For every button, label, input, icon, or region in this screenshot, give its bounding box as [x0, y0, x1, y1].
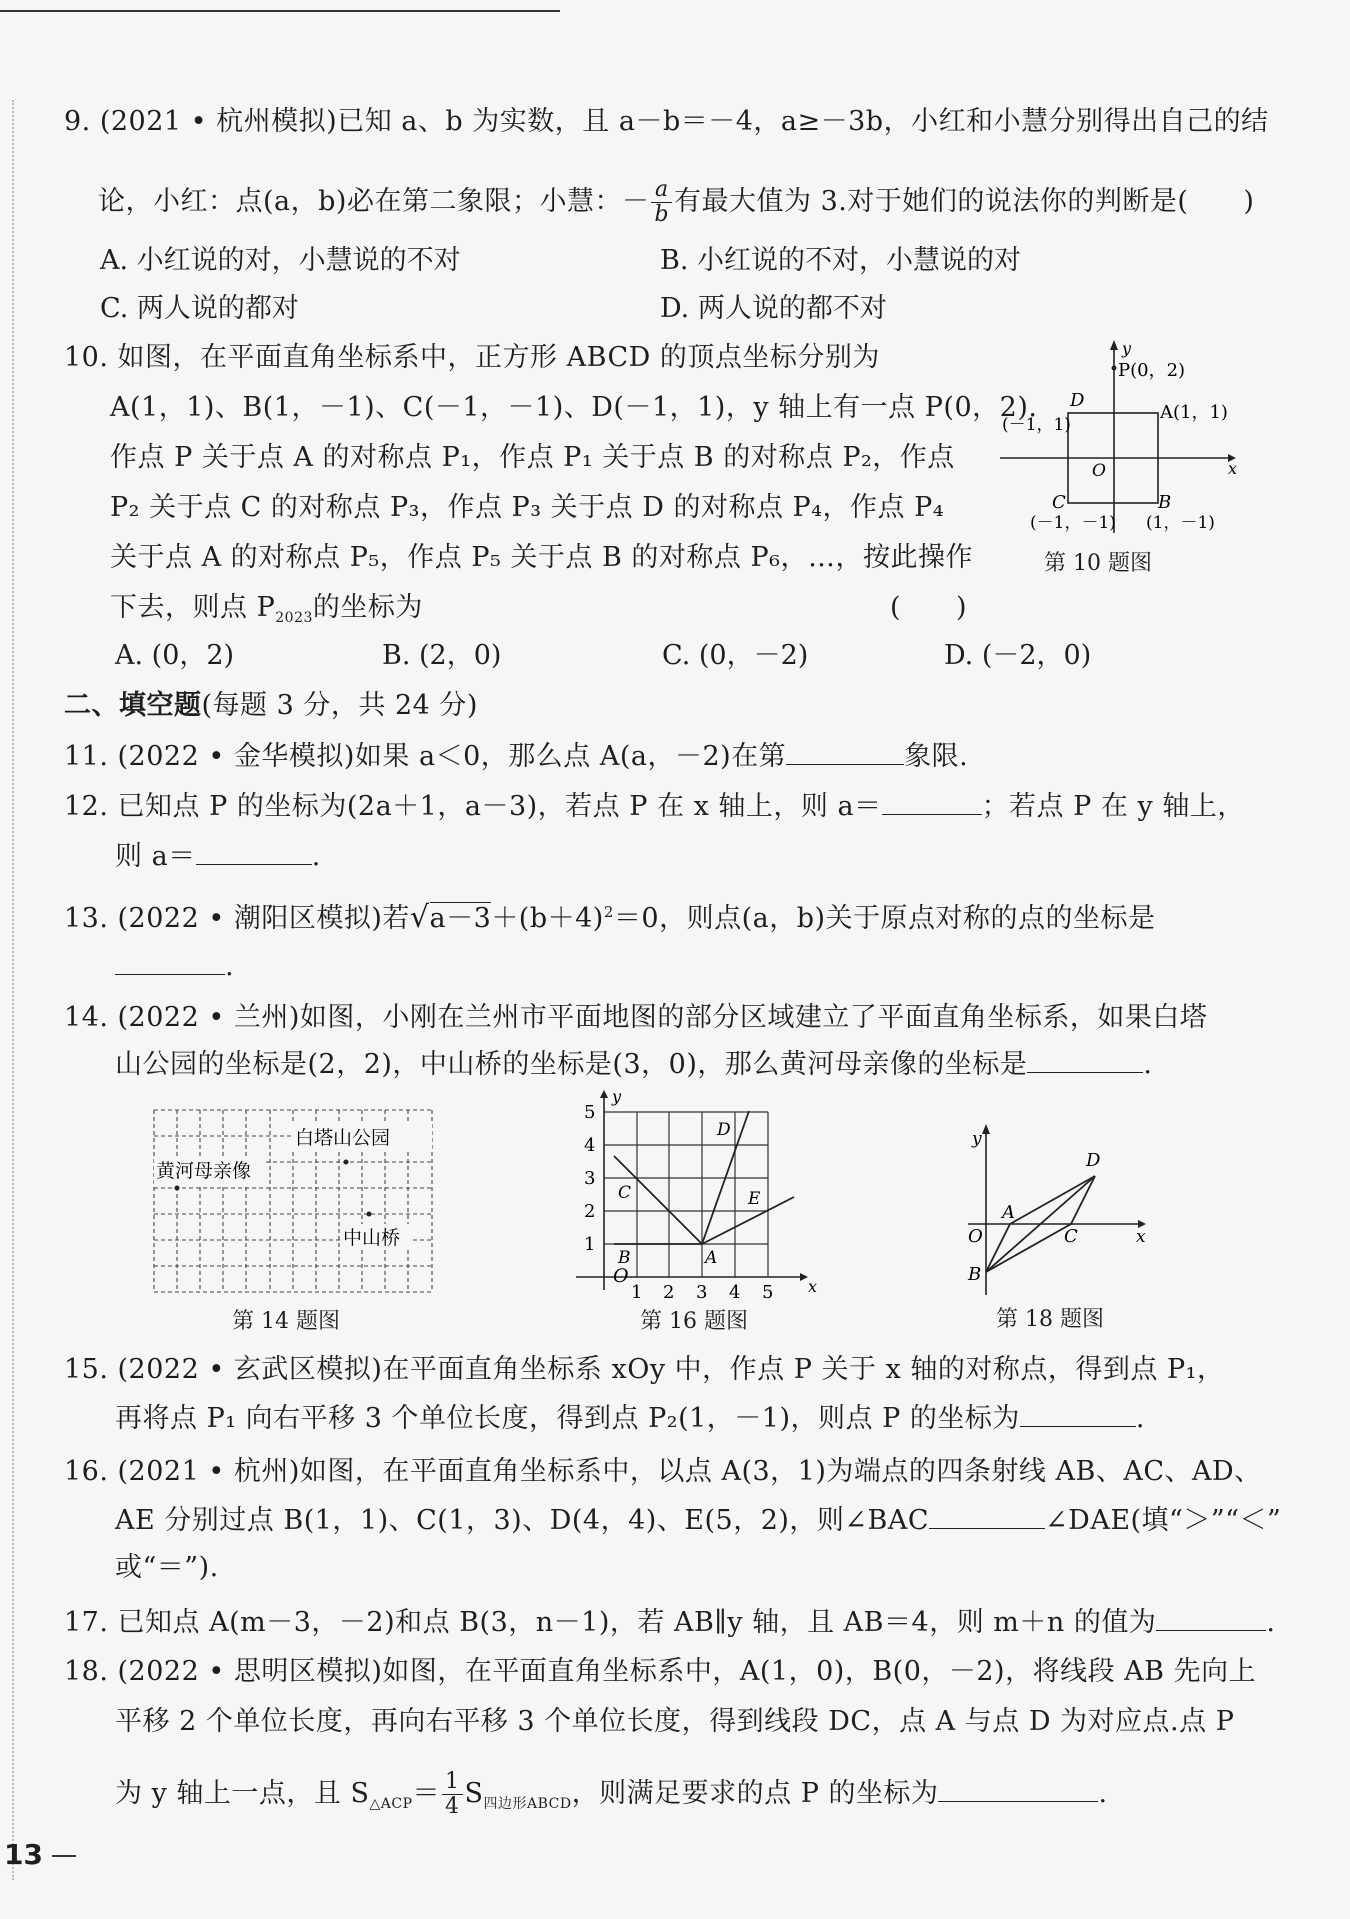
fig14-bridge-point — [367, 1212, 372, 1217]
q18-answer-blank[interactable] — [938, 1775, 1098, 1802]
q15-line2-pre: 再将点 P₁ 向右平移 3 个单位长度，得到点 P₂(1，－1)，则点 P 的坐标为 — [115, 1403, 1020, 1434]
q12-line2-pre: 则 a＝ — [115, 841, 196, 872]
fig10-p-label: P(0，2) — [1118, 360, 1186, 381]
q9-option-b[interactable]: B. 小红说的不对，小慧说的对 — [660, 245, 1022, 276]
fig10-a-label: A(1，1) — [1160, 402, 1228, 423]
page-number: 13 — [4, 1838, 43, 1871]
q10-line3: 作点 P 关于点 A 的对称点 P₁，作点 P₁ 关于点 B 的对称点 P₂，作点 — [110, 442, 955, 473]
section2-heading — [64, 688, 478, 724]
q14-line2-post: . — [1143, 1049, 1153, 1080]
q10-option-d[interactable]: D. (－2，0) — [944, 640, 1092, 671]
q16-line2-pre: AE 分别过点 B(1，1)、C(1，3)、D(4，4)、E(5，2)，则∠BAC — [115, 1505, 930, 1536]
fig18-y-label: y — [972, 1129, 982, 1149]
q13-pre: 13. (2022 • 潮阳区模拟)若 — [64, 903, 410, 934]
fig16-origin: O — [613, 1265, 629, 1287]
q15-line1: 15. (2022 • 玄武区模拟)在平面直角坐标系 xOy 中，作点 P 关于 x 轴的对称点，得到点 P₁， — [64, 1354, 1225, 1385]
fig14-park-label: 白塔山公园 — [295, 1127, 391, 1149]
fig14-bridge-label: 中山桥 — [343, 1227, 401, 1249]
q15-line2 — [115, 1400, 1145, 1437]
q13-line2 — [115, 948, 234, 985]
q10-line1: 10. 如图，在平面直角坐标系中，正方形 ABCD 的顶点坐标分别为 — [64, 342, 880, 373]
q18-line3-mid: ，则满足要求的点 P 的坐标为 — [571, 1778, 939, 1809]
q13-mid: ＋(b＋4) — [491, 903, 604, 934]
fig10-caption: 第 10 题图 — [1044, 551, 1152, 576]
top-rule — [0, 10, 560, 12]
q10-option-b[interactable]: B. (2，0) — [382, 640, 502, 671]
fig10-y-label: y — [1122, 339, 1132, 358]
page-number-rule — [52, 1855, 76, 1857]
q12-mid: ；若点 P 在 y 轴上， — [981, 791, 1245, 822]
q9-option-d[interactable]: D. 两人说的都不对 — [660, 293, 887, 324]
binding-margin — [12, 100, 14, 1880]
q18-line3-post: . — [1098, 1778, 1108, 1809]
fig16-x-tick-3: 3 — [696, 1282, 708, 1302]
q18-sub1: △ACP — [369, 1796, 413, 1812]
q9-frac-den: b — [654, 202, 670, 227]
fig10-c-coord: (－1，－1) — [1030, 513, 1116, 533]
fig10-c-label: C — [1052, 492, 1066, 513]
fig14-park-point — [344, 1160, 349, 1165]
fig16-y-arrow — [600, 1090, 608, 1098]
q10-line4: P₂ 关于点 C 的对称点 P₃，作点 P₃ 关于点 D 的对称点 P₄，作点 P₄ — [110, 492, 945, 523]
fig10-diagram — [990, 338, 1240, 538]
fig16-x-arrow — [800, 1273, 808, 1281]
q18-frac-num: 1 — [442, 1770, 463, 1795]
q11-post: 象限. — [904, 741, 969, 772]
fig16-point-labels — [617, 1120, 761, 1268]
fig18-diagram — [960, 1120, 1148, 1300]
q12-pre: 12. 已知点 P 的坐标为(2a＋1，a－3)，若点 P 在 x 轴上，则 a＝ — [64, 791, 882, 822]
section2-note: (每题 3 分，共 24 分) — [201, 690, 478, 721]
q17-post: . — [1266, 1607, 1276, 1638]
q9-line2-pre: 论，小红：点(a，b)必在第二象限；小慧：－ — [98, 186, 650, 217]
q10-answer-paren[interactable]: ( ) — [890, 592, 968, 623]
q10-option-c[interactable]: C. (0，－2) — [662, 640, 809, 671]
q15-answer-blank[interactable] — [1020, 1400, 1136, 1427]
q9-fraction — [651, 178, 672, 227]
fig10-d-label: D — [1070, 390, 1085, 411]
q16-line2 — [115, 1502, 1281, 1539]
q16-answer-blank[interactable] — [929, 1502, 1045, 1529]
q18-eq: ＝ — [412, 1778, 441, 1809]
sqrt-icon: √ — [409, 900, 430, 935]
fig16-label-a: A — [705, 1248, 718, 1268]
q16-line1: 16. (2021 • 杭州)如图，在平面直角坐标系中，以点 A(3，1)为端点的四条射线 AB、AC、AD、 — [64, 1456, 1262, 1487]
fig16-x-ticks — [631, 1282, 773, 1302]
q18-line3-pre: 为 y 轴上一点，且 S — [115, 1778, 370, 1809]
fig18-caption: 第 18 题图 — [996, 1307, 1104, 1332]
q13-sup: 2 — [603, 903, 614, 921]
q12-answer-blank-1[interactable] — [882, 788, 982, 815]
fig16-label-d: D — [717, 1120, 731, 1140]
q10-line6-sub: 2023 — [275, 610, 313, 626]
q18-line3 — [115, 1770, 1108, 1822]
q10-line6-post: 的坐标为 — [312, 592, 423, 623]
fig16-y-tick-3: 3 — [584, 1168, 596, 1189]
q9-line2 — [98, 178, 1254, 227]
section2-title: 二、填空题 — [64, 690, 202, 721]
fig10-b-label: B — [1158, 492, 1172, 513]
q9-frac-num: a — [651, 178, 672, 203]
q9-option-c[interactable]: C. 两人说的都对 — [100, 293, 299, 324]
q13-post: ＝0，则点(a，b)关于原点对称的点的坐标是 — [613, 903, 1156, 934]
q12-line2-post: . — [311, 841, 321, 872]
fig18-label-b: B — [968, 1264, 982, 1285]
fig16-y-tick-4: 4 — [584, 1135, 596, 1156]
q15-line2-post: . — [1135, 1403, 1145, 1434]
fig10-d-coord: (－1，1) — [1002, 415, 1071, 435]
fig18-label-d: D — [1086, 1150, 1101, 1171]
q10-line6-pre: 下去，则点 P — [110, 592, 276, 623]
fig10-b-coord: (1，－1) — [1146, 513, 1215, 533]
fig16-y-tick-5: 5 — [584, 1102, 596, 1123]
fig10-origin: O — [1092, 461, 1106, 481]
q14-line1: 14. (2022 • 兰州)如图，小刚在兰州市平面地图的部分区域建立了平面直角坐标系，如果白塔 — [64, 1002, 1208, 1033]
q10-option-a[interactable]: A. (0，2) — [115, 640, 235, 671]
q18-line2: 平移 2 个单位长度，再向右平移 3 个单位长度，得到线段 DC，点 A 与点 D 为对应点.点 P — [115, 1706, 1235, 1737]
fig10-y-arrow — [1110, 340, 1118, 350]
q18-sub2: 四边形ABCD — [483, 1796, 572, 1812]
q14-line2 — [115, 1046, 1152, 1083]
q12-line2 — [115, 838, 321, 875]
fig16-diagram — [568, 1090, 818, 1302]
q10-line2: A(1，1)、B(1，－1)、C(－1，－1)、D(－1，1)，y 轴上有一点 P(0，2). — [110, 392, 1038, 423]
fig18-y-arrow — [982, 1124, 990, 1134]
fig10-point-p — [1112, 366, 1117, 371]
q18-s2: S — [464, 1778, 484, 1809]
fig14-statue-label: 黄河母亲像 — [156, 1160, 252, 1182]
q12-line1 — [64, 788, 1245, 825]
q16-line2-post: ∠DAE(填“＞”“＜” — [1045, 1505, 1282, 1536]
q17 — [64, 1604, 1275, 1641]
fig14-statue-point — [175, 1186, 180, 1191]
fig14-map-grid — [150, 1106, 436, 1306]
fig16-x-tick-2: 2 — [663, 1282, 675, 1302]
q18-frac-den: 4 — [445, 1794, 460, 1819]
q10-line6 — [110, 590, 423, 636]
q18-fraction — [442, 1770, 463, 1819]
q17-answer-blank[interactable] — [1156, 1604, 1266, 1631]
q18-line1: 18. (2022 • 思明区模拟)如图，在平面直角坐标系中，A(1，0)，B(0，－2)，将线段 AB 先向上 — [64, 1656, 1257, 1687]
q12-answer-blank-2[interactable] — [196, 838, 312, 865]
fig16-label-b: B — [618, 1248, 631, 1268]
q16-line3: 或“＝”). — [115, 1552, 219, 1583]
q9-line1: 9. (2021 • 杭州模拟)已知 a、b 为实数，且 a－b＝－4，a≥－3b，小红和小慧分别得出自己的结 — [64, 106, 1269, 137]
q9-line2-post: 有最大值为 3.对于她们的说法你的判断是( ) — [674, 186, 1255, 217]
fig18-x-label: x — [1136, 1227, 1146, 1247]
fig16-x-tick-5: 5 — [762, 1282, 774, 1302]
q17-pre: 17. 已知点 A(m－3，－2)和点 B(3，n－1)，若 AB∥y 轴，且 AB＝4，则 m＋n 的值为 — [64, 1607, 1157, 1638]
q14-line2-pre: 山公园的坐标是(2，2)，中山桥的坐标是(3，0)，那么黄河母亲像的坐标是 — [115, 1049, 1028, 1080]
fig16-y-tick-1: 1 — [584, 1234, 596, 1255]
q14-answer-blank[interactable] — [1027, 1046, 1143, 1073]
fig16-caption: 第 16 题图 — [640, 1309, 748, 1334]
fig16-label-e: E — [748, 1189, 761, 1209]
q13-line1 — [64, 894, 1156, 937]
q9-option-a[interactable]: A. 小红说的对，小慧说的不对 — [100, 245, 461, 276]
fig18-label-c: C — [1064, 1226, 1078, 1247]
q13-answer-blank[interactable] — [115, 948, 225, 975]
q11-pre: 11. (2022 • 金华模拟)如果 a＜0，那么点 A(a，－2)在第 — [64, 741, 787, 772]
q13-sqrt-content: a－3 — [429, 903, 492, 934]
q11 — [64, 738, 968, 775]
fig18-origin: O — [968, 1226, 983, 1247]
fig14-caption: 第 14 题图 — [232, 1309, 340, 1334]
fig16-x-tick-4: 4 — [729, 1282, 741, 1302]
fig16-x-tick-1: 1 — [631, 1282, 643, 1302]
q13-line2-post: . — [225, 951, 235, 982]
fig10-x-label: x — [1228, 459, 1238, 478]
q10-line5: 关于点 A 的对称点 P₅，作点 P₅ 关于点 B 的对称点 P₆，…，按此操作 — [110, 542, 973, 573]
fig16-label-c: C — [618, 1183, 632, 1203]
fig16-y-tick-2: 2 — [584, 1201, 596, 1222]
fig16-y-label: y — [612, 1090, 622, 1106]
fig16-y-ticks — [584, 1102, 595, 1255]
fig18-label-a: A — [1002, 1202, 1015, 1223]
fig16-x-label: x — [808, 1277, 818, 1296]
q11-answer-blank[interactable] — [786, 738, 904, 765]
